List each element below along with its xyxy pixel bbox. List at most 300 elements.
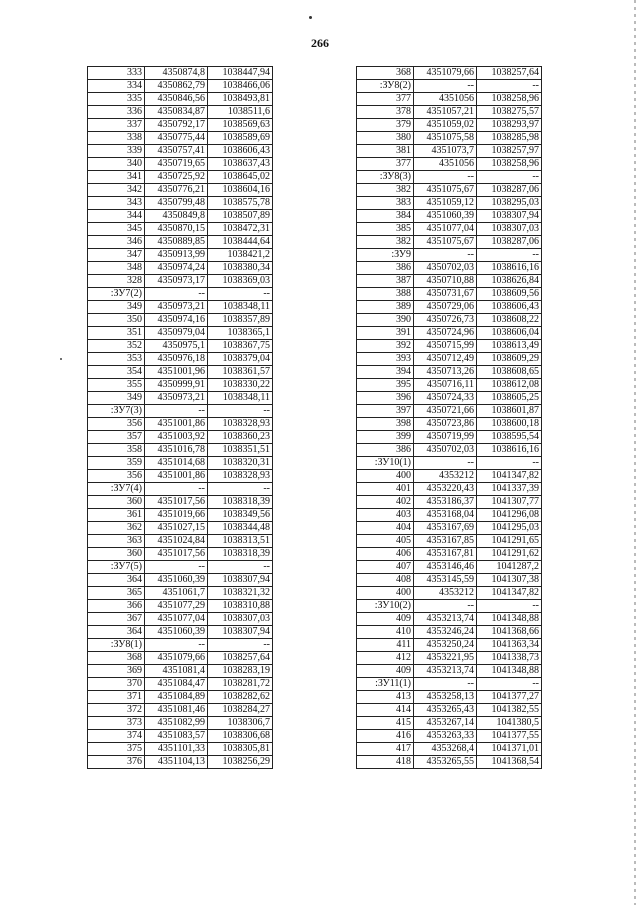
table-row (357, 626, 542, 639)
y-coordinate-cell: 1038609,56 (477, 288, 542, 301)
table-row (357, 93, 542, 106)
y-coordinate-cell: 1038357,89 (208, 314, 273, 327)
point-number-cell: 359 (88, 457, 145, 470)
table-row (357, 535, 542, 548)
x-coordinate-cell: 4350721,66 (414, 405, 477, 418)
table-row (88, 431, 273, 444)
x-coordinate-cell: 4350973,21 (145, 301, 208, 314)
table-row (88, 418, 273, 431)
x-coordinate-cell: -- (414, 678, 477, 691)
table-row (88, 600, 273, 613)
point-number-cell: 334 (88, 80, 145, 93)
y-coordinate-cell: 1038257,64 (477, 67, 542, 80)
point-number-cell: 335 (88, 93, 145, 106)
table-row (357, 639, 542, 652)
x-coordinate-cell: 4350799,48 (145, 197, 208, 210)
y-coordinate-cell: 1038589,69 (208, 132, 273, 145)
table-row (357, 548, 542, 561)
point-number-cell: 399 (357, 431, 414, 444)
point-number-cell: 360 (88, 548, 145, 561)
zone-label-cell: :ЗУ7(3) (88, 405, 145, 418)
y-coordinate-cell: 1038351,51 (208, 444, 273, 457)
x-coordinate-cell: 4350702,03 (414, 262, 477, 275)
y-coordinate-cell: 1038637,43 (208, 158, 273, 171)
point-number-cell: 401 (357, 483, 414, 496)
x-coordinate-cell: 4353265,55 (414, 756, 477, 769)
y-coordinate-cell: 1038257,64 (208, 652, 273, 665)
table-row (88, 743, 273, 756)
x-coordinate-cell: 4353246,24 (414, 626, 477, 639)
table-row (357, 431, 542, 444)
zone-label-cell: :ЗУ11(1) (357, 678, 414, 691)
x-coordinate-cell: -- (145, 405, 208, 418)
table-row (357, 340, 542, 353)
table-row (88, 678, 273, 691)
table-row (357, 509, 542, 522)
zone-label-cell: :ЗУ10(1) (357, 457, 414, 470)
x-coordinate-cell: 4351027,15 (145, 522, 208, 535)
table-row (88, 158, 273, 171)
x-coordinate-cell: -- (414, 249, 477, 262)
point-number-cell: 377 (357, 93, 414, 106)
y-coordinate-cell: 1038285,98 (477, 132, 542, 145)
x-coordinate-cell: 4351083,57 (145, 730, 208, 743)
table-row (357, 132, 542, 145)
y-coordinate-cell: -- (477, 600, 542, 613)
table-row (357, 158, 542, 171)
x-coordinate-cell: 4351073,7 (414, 145, 477, 158)
y-coordinate-cell: 1041382,55 (477, 704, 542, 717)
point-number-cell: 386 (357, 444, 414, 457)
point-number-cell: 414 (357, 704, 414, 717)
table-row (88, 327, 273, 340)
x-coordinate-cell: -- (145, 561, 208, 574)
y-coordinate-cell: 1038604,16 (208, 184, 273, 197)
x-coordinate-cell: 4351081,4 (145, 665, 208, 678)
point-number-cell: 342 (88, 184, 145, 197)
x-coordinate-cell: 4351077,29 (145, 600, 208, 613)
y-coordinate-cell: -- (208, 639, 273, 652)
table-row (357, 145, 542, 158)
scan-speck (309, 16, 312, 19)
table-row (357, 262, 542, 275)
point-number-cell: 350 (88, 314, 145, 327)
table-row (88, 626, 273, 639)
point-number-cell: 349 (88, 301, 145, 314)
table-row (88, 275, 273, 288)
x-coordinate-cell: 4350776,21 (145, 184, 208, 197)
x-coordinate-cell: 4350974,24 (145, 262, 208, 275)
y-coordinate-cell: 1041347,82 (477, 470, 542, 483)
point-number-cell: 356 (88, 470, 145, 483)
table-row (88, 535, 273, 548)
y-coordinate-cell: 1041348,88 (477, 665, 542, 678)
table-row (357, 119, 542, 132)
table-row (88, 548, 273, 561)
y-coordinate-cell: 1041291,62 (477, 548, 542, 561)
point-number-cell: 338 (88, 132, 145, 145)
y-coordinate-cell: 1038256,29 (208, 756, 273, 769)
point-number-cell: 410 (357, 626, 414, 639)
point-number-cell: 383 (357, 197, 414, 210)
y-coordinate-cell: 1038606,43 (477, 301, 542, 314)
point-number-cell: 385 (357, 223, 414, 236)
x-coordinate-cell: 4351084,89 (145, 691, 208, 704)
x-coordinate-cell: 4353220,43 (414, 483, 477, 496)
table-row (357, 210, 542, 223)
x-coordinate-cell: 4350775,44 (145, 132, 208, 145)
point-number-cell: 362 (88, 522, 145, 535)
y-coordinate-cell: 1041337,39 (477, 483, 542, 496)
y-coordinate-cell: 1038616,16 (477, 262, 542, 275)
x-coordinate-cell: 4350724,33 (414, 392, 477, 405)
y-coordinate-cell: 1038645,02 (208, 171, 273, 184)
table-row (357, 743, 542, 756)
table-row (88, 392, 273, 405)
y-coordinate-cell: 1038600,18 (477, 418, 542, 431)
x-coordinate-cell: 4350975,1 (145, 340, 208, 353)
zone-header-row (88, 561, 273, 574)
table-row (357, 561, 542, 574)
x-coordinate-cell: 4353221,95 (414, 652, 477, 665)
y-coordinate-cell: 1038287,06 (477, 236, 542, 249)
point-number-cell: 339 (88, 145, 145, 158)
point-number-cell: 412 (357, 652, 414, 665)
x-coordinate-cell: 4350726,73 (414, 314, 477, 327)
x-coordinate-cell: 4350874,8 (145, 67, 208, 80)
coordinates-table-left (87, 66, 273, 769)
y-coordinate-cell: 1038307,94 (208, 626, 273, 639)
y-coordinate-cell: -- (477, 249, 542, 262)
x-coordinate-cell: 4351024,84 (145, 535, 208, 548)
y-coordinate-cell: 1038307,03 (477, 223, 542, 236)
y-coordinate-cell: 1038307,94 (208, 574, 273, 587)
point-number-cell: 377 (357, 158, 414, 171)
x-coordinate-cell: 4351016,78 (145, 444, 208, 457)
x-coordinate-cell: 4350719,99 (414, 431, 477, 444)
point-number-cell: 367 (88, 613, 145, 626)
y-coordinate-cell: 1038348,11 (208, 392, 273, 405)
point-number-cell: 328 (88, 275, 145, 288)
point-number-cell: 346 (88, 236, 145, 249)
point-number-cell: 382 (357, 184, 414, 197)
y-coordinate-cell: 1038605,25 (477, 392, 542, 405)
y-coordinate-cell: 1038348,11 (208, 301, 273, 314)
zone-header-row (357, 600, 542, 613)
table-row (357, 756, 542, 769)
table-row (88, 106, 273, 119)
point-number-cell: 415 (357, 717, 414, 730)
x-coordinate-cell: 4350976,18 (145, 353, 208, 366)
point-number-cell: 390 (357, 314, 414, 327)
table-row (357, 275, 542, 288)
point-number-cell: 391 (357, 327, 414, 340)
table-row (357, 613, 542, 626)
point-number-cell: 406 (357, 548, 414, 561)
zone-header-row (88, 639, 273, 652)
x-coordinate-cell: -- (414, 600, 477, 613)
point-number-cell: 370 (88, 678, 145, 691)
y-coordinate-cell: 1038421,2 (208, 249, 273, 262)
table-row (88, 210, 273, 223)
x-coordinate-cell: 4350710,88 (414, 275, 477, 288)
point-number-cell: 411 (357, 639, 414, 652)
point-number-cell: 416 (357, 730, 414, 743)
x-coordinate-cell: -- (145, 639, 208, 652)
x-coordinate-cell: 4353212 (414, 470, 477, 483)
x-coordinate-cell: 4351104,13 (145, 756, 208, 769)
point-number-cell: 351 (88, 327, 145, 340)
point-number-cell: 336 (88, 106, 145, 119)
zone-label-cell: :ЗУ9 (357, 249, 414, 262)
point-number-cell: 398 (357, 418, 414, 431)
point-number-cell: 373 (88, 717, 145, 730)
point-number-cell: 378 (357, 106, 414, 119)
y-coordinate-cell: 1038306,7 (208, 717, 273, 730)
table-row (357, 366, 542, 379)
table-row (357, 184, 542, 197)
x-coordinate-cell: 4353250,24 (414, 639, 477, 652)
x-coordinate-cell: 4351077,04 (145, 613, 208, 626)
table-row (88, 223, 273, 236)
zone-header-row (357, 171, 542, 184)
point-number-cell: 344 (88, 210, 145, 223)
point-number-cell: 400 (357, 587, 414, 600)
y-coordinate-cell: 1038380,34 (208, 262, 273, 275)
point-number-cell: 380 (357, 132, 414, 145)
x-coordinate-cell: 4353167,69 (414, 522, 477, 535)
table-row (88, 665, 273, 678)
point-number-cell: 340 (88, 158, 145, 171)
point-number-cell: 393 (357, 353, 414, 366)
y-coordinate-cell: 1038606,43 (208, 145, 273, 158)
point-number-cell: 349 (88, 392, 145, 405)
x-coordinate-cell: 4353167,85 (414, 535, 477, 548)
point-number-cell: 366 (88, 600, 145, 613)
x-coordinate-cell: 4353145,59 (414, 574, 477, 587)
zone-label-cell: :ЗУ8(1) (88, 639, 145, 652)
table-row (357, 67, 542, 80)
y-coordinate-cell: 1038257,97 (477, 145, 542, 158)
table-row (357, 301, 542, 314)
x-coordinate-cell: 4351014,68 (145, 457, 208, 470)
table-row (357, 392, 542, 405)
table-row (88, 613, 273, 626)
x-coordinate-cell: 4351059,12 (414, 197, 477, 210)
y-coordinate-cell: 1038281,72 (208, 678, 273, 691)
x-coordinate-cell: 4350846,56 (145, 93, 208, 106)
y-coordinate-cell: 1041377,55 (477, 730, 542, 743)
scan-edge (634, 0, 636, 905)
x-coordinate-cell: 4351057,21 (414, 106, 477, 119)
y-coordinate-cell: 1041296,08 (477, 509, 542, 522)
y-coordinate-cell: -- (477, 457, 542, 470)
y-coordinate-cell: 1038275,57 (477, 106, 542, 119)
point-number-cell: 413 (357, 691, 414, 704)
y-coordinate-cell: 1041287,2 (477, 561, 542, 574)
x-coordinate-cell: 4351081,46 (145, 704, 208, 717)
x-coordinate-cell: 4350729,06 (414, 301, 477, 314)
x-coordinate-cell: 4351075,67 (414, 236, 477, 249)
y-coordinate-cell: 1041348,88 (477, 613, 542, 626)
y-coordinate-cell: 1038601,87 (477, 405, 542, 418)
table-row (357, 223, 542, 236)
point-number-cell: 368 (88, 652, 145, 665)
x-coordinate-cell: 4351001,86 (145, 470, 208, 483)
point-number-cell: 354 (88, 366, 145, 379)
y-coordinate-cell: 1038306,68 (208, 730, 273, 743)
table-row (357, 717, 542, 730)
x-coordinate-cell: 4350973,17 (145, 275, 208, 288)
x-coordinate-cell: 4350973,21 (145, 392, 208, 405)
point-number-cell: 404 (357, 522, 414, 535)
x-coordinate-cell: 4353268,4 (414, 743, 477, 756)
y-coordinate-cell: 1041363,34 (477, 639, 542, 652)
table-row (88, 67, 273, 80)
table-row (88, 522, 273, 535)
table-row (357, 379, 542, 392)
point-number-cell: 389 (357, 301, 414, 314)
y-coordinate-cell: 1041295,03 (477, 522, 542, 535)
x-coordinate-cell: 4351077,04 (414, 223, 477, 236)
table-row (357, 652, 542, 665)
table-row (357, 574, 542, 587)
y-coordinate-cell: 1038283,19 (208, 665, 273, 678)
table-row (88, 184, 273, 197)
table-row (357, 444, 542, 457)
point-number-cell: 353 (88, 353, 145, 366)
table-row (357, 730, 542, 743)
x-coordinate-cell: 4353267,14 (414, 717, 477, 730)
zone-label-cell: :ЗУ8(3) (357, 171, 414, 184)
x-coordinate-cell: 4351017,56 (145, 548, 208, 561)
x-coordinate-cell: 4350792,17 (145, 119, 208, 132)
x-coordinate-cell: 4353212 (414, 587, 477, 600)
y-coordinate-cell: 1038493,81 (208, 93, 273, 106)
y-coordinate-cell: 1038379,04 (208, 353, 273, 366)
point-number-cell: 341 (88, 171, 145, 184)
x-coordinate-cell: 4350999,91 (145, 379, 208, 392)
point-number-cell: 417 (357, 743, 414, 756)
y-coordinate-cell: 1038444,64 (208, 236, 273, 249)
y-coordinate-cell: 1038307,03 (208, 613, 273, 626)
y-coordinate-cell: 1041347,82 (477, 587, 542, 600)
table-row (88, 470, 273, 483)
point-number-cell: 382 (357, 236, 414, 249)
x-coordinate-cell: 4351079,66 (414, 67, 477, 80)
x-coordinate-cell: -- (414, 171, 477, 184)
y-coordinate-cell: 1038511,6 (208, 106, 273, 119)
point-number-cell: 400 (357, 470, 414, 483)
point-number-cell: 375 (88, 743, 145, 756)
table-row (88, 652, 273, 665)
x-coordinate-cell: -- (145, 288, 208, 301)
x-coordinate-cell: 4350731,67 (414, 288, 477, 301)
y-coordinate-cell: 1038293,97 (477, 119, 542, 132)
point-number-cell: 347 (88, 249, 145, 262)
y-coordinate-cell: 1041291,65 (477, 535, 542, 548)
table-row (88, 171, 273, 184)
y-coordinate-cell: 1038307,94 (477, 210, 542, 223)
x-coordinate-cell: 4350719,65 (145, 158, 208, 171)
zone-label-cell: :ЗУ7(4) (88, 483, 145, 496)
coordinates-table-right (356, 66, 542, 769)
x-coordinate-cell: 4351060,39 (145, 574, 208, 587)
x-coordinate-cell: 4351056 (414, 158, 477, 171)
zone-label-cell: :ЗУ8(2) (357, 80, 414, 93)
x-coordinate-cell: 4351001,96 (145, 366, 208, 379)
point-number-cell: 355 (88, 379, 145, 392)
y-coordinate-cell: 1038305,81 (208, 743, 273, 756)
y-coordinate-cell: 1041307,38 (477, 574, 542, 587)
table-row (357, 587, 542, 600)
table-row (357, 470, 542, 483)
y-coordinate-cell: 1038287,06 (477, 184, 542, 197)
table-row (357, 353, 542, 366)
point-number-cell: 387 (357, 275, 414, 288)
y-coordinate-cell: 1038361,57 (208, 366, 273, 379)
point-number-cell: 408 (357, 574, 414, 587)
y-coordinate-cell: 1038608,65 (477, 366, 542, 379)
y-coordinate-cell: 1038318,39 (208, 548, 273, 561)
y-coordinate-cell: 1038365,1 (208, 327, 273, 340)
table-row (88, 587, 273, 600)
y-coordinate-cell: 1038349,56 (208, 509, 273, 522)
y-coordinate-cell: 1041307,77 (477, 496, 542, 509)
x-coordinate-cell: 4350716,11 (414, 379, 477, 392)
point-number-cell: 333 (88, 67, 145, 80)
x-coordinate-cell: 4350725,92 (145, 171, 208, 184)
x-coordinate-cell: 4350870,15 (145, 223, 208, 236)
x-coordinate-cell: 4353146,46 (414, 561, 477, 574)
page-number: 266 (311, 36, 329, 50)
y-coordinate-cell: 1038330,22 (208, 379, 273, 392)
table-row (88, 730, 273, 743)
table-row (88, 509, 273, 522)
table-row (88, 132, 273, 145)
point-number-cell: 392 (357, 340, 414, 353)
y-coordinate-cell: 1038612,08 (477, 379, 542, 392)
x-coordinate-cell: 4350757,41 (145, 145, 208, 158)
x-coordinate-cell: 4353263,33 (414, 730, 477, 743)
x-coordinate-cell: 4351003,92 (145, 431, 208, 444)
y-coordinate-cell: 1038328,93 (208, 418, 273, 431)
point-number-cell: 360 (88, 496, 145, 509)
x-coordinate-cell: 4351017,56 (145, 496, 208, 509)
y-coordinate-cell: -- (477, 171, 542, 184)
point-number-cell: 395 (357, 379, 414, 392)
y-coordinate-cell: 1038344,48 (208, 522, 273, 535)
point-number-cell: 369 (88, 665, 145, 678)
zone-header-row (357, 678, 542, 691)
table-row (88, 236, 273, 249)
table-row (88, 756, 273, 769)
x-coordinate-cell: 4350702,03 (414, 444, 477, 457)
table-row (88, 340, 273, 353)
zone-header-row (357, 249, 542, 262)
point-number-cell: 388 (357, 288, 414, 301)
table-row (88, 80, 273, 93)
y-coordinate-cell: 1041371,01 (477, 743, 542, 756)
y-coordinate-cell: 1038321,32 (208, 587, 273, 600)
table-row (88, 496, 273, 509)
table-row (88, 704, 273, 717)
x-coordinate-cell: 4353168,04 (414, 509, 477, 522)
point-number-cell: 358 (88, 444, 145, 457)
zone-header-row (88, 288, 273, 301)
x-coordinate-cell: 4350715,99 (414, 340, 477, 353)
point-number-cell: 394 (357, 366, 414, 379)
